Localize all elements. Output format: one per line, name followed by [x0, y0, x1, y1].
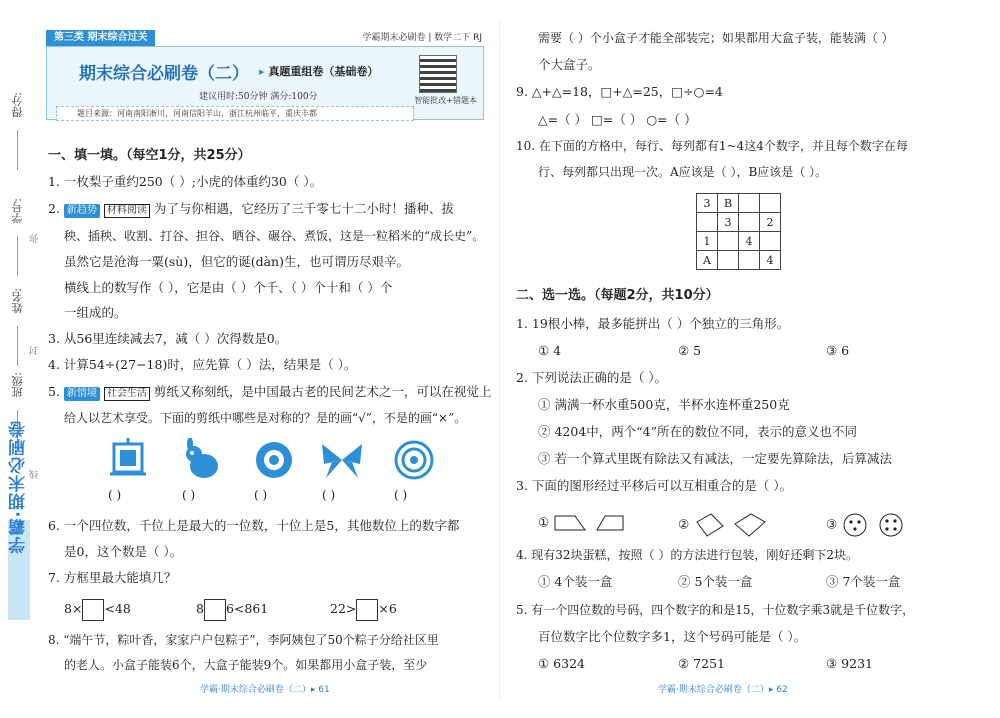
- question-3: 3. 从56里连续减去7，减（ ）次得数是0。: [48, 331, 288, 346]
- question-6: 6. 一个四位数，千位上是最大的一位数，十位上是5，其他数位上的数字都: [48, 518, 460, 533]
- question-2: [48, 201, 454, 218]
- option-2[interactable]: ② 5个装一盒: [678, 574, 753, 589]
- student-id-label: 学号:: [11, 198, 24, 224]
- expression-text: ×6: [378, 601, 397, 616]
- question-text: 需要（ ）个小盒子才能全部装完；如果都用大盒子装，能装满（ ）: [538, 31, 894, 45]
- option-label: ②: [678, 516, 690, 532]
- option-2[interactable]: ② 7251: [678, 656, 725, 671]
- option-3[interactable]: ③ 7个装一盒: [826, 574, 901, 589]
- option-1[interactable]: ① 4: [538, 343, 562, 358]
- question-text: 虽然它是沧海一粟(sù)，但它的诞(dàn)生，也可谓历尽艰辛。: [64, 254, 409, 269]
- grid-cell[interactable]: 3: [697, 194, 718, 213]
- reading-tag: 材料阅读: [104, 204, 150, 218]
- answer-blank[interactable]: ( ): [182, 488, 196, 502]
- seal-mark: 弥: [30, 234, 40, 243]
- question-text: △=（ ） □=（ ） ○=（ ）: [538, 112, 697, 127]
- choice-question-4: 4. 现有32块蛋糕，按照（ ）的方法进行包装，刚好还剩下2块。: [516, 548, 858, 562]
- grid-cell[interactable]: [760, 232, 781, 251]
- answer-blank[interactable]: ( ): [254, 488, 268, 502]
- option-3[interactable]: ③ 若一个算式里既有除法又有减法，一定要先算除法，后算减法: [538, 451, 892, 466]
- expression-text: 8: [196, 601, 204, 616]
- score-line: [17, 130, 18, 170]
- question-number: 2.: [48, 201, 60, 216]
- section-heading: 二、选一选。（每题2分，共10分）: [516, 288, 719, 303]
- answer-blank[interactable]: ( ): [322, 488, 336, 502]
- seal-mark: 线: [30, 470, 40, 479]
- right-page: [500, 0, 1000, 718]
- question-text: 是0，这个数是（ ）。: [64, 544, 183, 559]
- choice-question-5: 5. 有一个四位数的号码，四个数字的和是15，十位数字乘3就是千位数字，: [516, 603, 915, 617]
- answer-blank[interactable]: ( ): [108, 488, 122, 502]
- question-source: 题目来源：河南南阳淅川，河南信阳羊山，浙江杭州临平，重庆丰都: [56, 106, 414, 121]
- papercut-flower-icon: [250, 438, 298, 482]
- question-text: 秧、插秧、收割、打谷、担谷、晒谷、碾谷、煮饭，这是一粒稻米的“成长史”。: [64, 229, 485, 243]
- grid-cell[interactable]: A: [697, 251, 718, 270]
- context-tag: 新情境: [64, 387, 100, 401]
- question-text: 的老人。小盒子能装6个，大盒子能装9个。如果都用小盒子装，至少: [64, 658, 428, 672]
- qr-code-icon[interactable]: [419, 55, 457, 93]
- question-text: 给人以艺术享受。下面的剪纸中哪些是对称的？是的画“√”，不是的画“×”。: [64, 411, 467, 425]
- option-1[interactable]: ① 4个装一盒: [538, 574, 613, 589]
- series-label: 学霸期末必刷卷 | 数学二下 RJ: [362, 33, 482, 43]
- grid-cell[interactable]: B: [718, 194, 739, 213]
- name-label: 姓名:: [11, 288, 24, 314]
- page-divider: [499, 20, 500, 700]
- trend-tag: 新趋势: [64, 204, 100, 218]
- expression-text: 22>: [330, 601, 357, 616]
- choice-question-2: 2. 下列说法正确的是（ ）。: [516, 370, 668, 385]
- brand-logo: 学霸·期末必刷卷: [9, 420, 29, 554]
- option-label: ③: [826, 516, 838, 532]
- papercut-rabbit-icon: [178, 438, 226, 482]
- inequality-b: [196, 598, 268, 621]
- question-4: 4. 计算54÷(27−18)时，应先算（ ）法，结果是（ ）。: [48, 357, 357, 372]
- question-9: 9. △+△=18，□+△=25，□÷○=4: [516, 84, 723, 99]
- question-1: 1. 一枚梨子重约250（ ）;小虎的体重约30（ ）。: [48, 174, 323, 189]
- option-1[interactable]: [538, 512, 625, 534]
- exam-title: 期末综合必刷卷（二）: [79, 64, 249, 84]
- number-grid: [696, 193, 781, 270]
- option-3[interactable]: ③ 6: [826, 343, 850, 358]
- question-text: 为了与你相遇，它经历了三千零七十二小时！播种、拔: [153, 201, 454, 216]
- life-tag: 社会生活: [104, 387, 150, 401]
- answer-box[interactable]: [356, 599, 378, 621]
- section-heading: 一、填一填。（每空1分，共25分）: [48, 148, 251, 163]
- option-3[interactable]: [826, 512, 907, 538]
- category-tag: 第三类 期末综合过关: [46, 30, 155, 46]
- expression-text: <48: [104, 601, 131, 616]
- answer-box[interactable]: [82, 599, 104, 621]
- question-text: 横线上的数写作（ ），它是由（ ）个千、（ ）个十和（ ）个: [64, 280, 393, 295]
- expression-text: 6<861: [225, 601, 269, 616]
- option-3[interactable]: ③ 9231: [826, 656, 873, 671]
- answer-box[interactable]: [204, 599, 226, 621]
- inequality-a: [64, 598, 131, 621]
- grid-cell[interactable]: [718, 251, 739, 270]
- seal-mark: 封: [30, 346, 40, 355]
- class-label: 班级:: [11, 372, 24, 398]
- grid-cell[interactable]: 2: [760, 213, 781, 232]
- exam-subtitle: ▸ 真题重组卷（基础卷）: [259, 63, 378, 79]
- time-info: 建议用时:50分钟 满分:100分: [199, 92, 318, 102]
- option-2[interactable]: [678, 512, 769, 538]
- page-footer: 学霸·期末综合必刷卷（二）▸ 62: [658, 685, 788, 695]
- question-8: 8. “端午节，粽叶香，家家户户包粽子”，李阿姨包了50个粽子分给社区里: [48, 633, 439, 647]
- papercut-lantern-icon: [104, 438, 152, 482]
- grid-cell[interactable]: 1: [697, 232, 718, 251]
- papercut-rosette-icon: [390, 438, 438, 482]
- question-number: 5.: [48, 384, 60, 399]
- option-1[interactable]: ① 满满一杯水重500克，半杯水连杯重250克: [538, 397, 790, 412]
- grid-cell[interactable]: 3: [718, 213, 739, 232]
- question-text: 剪纸又称刻纸，是中国最古老的民间艺术之一，可以在视觉上: [153, 384, 492, 399]
- grid-cell[interactable]: 4: [760, 251, 781, 270]
- question-text: 行、每列都只出现一次。A应该是（ ），B应该是（ ）。: [538, 165, 828, 179]
- inequality-c: [330, 598, 397, 621]
- question-5: [48, 384, 491, 401]
- expression-text: 8×: [64, 601, 83, 616]
- question-text: 百位数字比个位数字多1，这个号码可能是（ ）。: [538, 629, 807, 644]
- button-shapes-icon: [841, 512, 907, 538]
- page-footer: 学霸·期末综合必刷卷（二）▸ 61: [200, 685, 330, 695]
- qr-caption: 智能批改+错题本: [414, 96, 477, 105]
- choice-question-1: 1. 19根小棒，最多能拼出（ ）个独立的三角形。: [516, 316, 790, 331]
- grid-cell[interactable]: [760, 194, 781, 213]
- quad-shapes-icon: [553, 512, 625, 534]
- option-2[interactable]: ② 5: [678, 343, 702, 358]
- student-id-line: [17, 236, 18, 276]
- binding-gutter: [0, 0, 38, 718]
- question-10: 10. 在下面的方格中，每行、每列都有1~4这4个数字，并且每个数字在每: [516, 139, 908, 153]
- question-7: 7. 方框里最大能填几？: [48, 570, 177, 585]
- grid-cell[interactable]: [739, 213, 760, 232]
- option-label: ①: [538, 514, 550, 530]
- papercut-butterfly-icon: [318, 438, 366, 482]
- rhombus-shapes-icon: [693, 512, 769, 538]
- choice-question-3: 3. 下面的图形经过平移后可以互相重合的是（ ）。: [516, 478, 793, 493]
- question-text: 一组成的。: [64, 305, 127, 320]
- top-bar: [46, 30, 482, 46]
- grid-cell[interactable]: [739, 251, 760, 270]
- grid-cell[interactable]: [739, 194, 760, 213]
- option-2[interactable]: ② 4204中，两个“4”所在的数位不同，表示的意义也不同: [538, 424, 858, 439]
- grid-cell[interactable]: [697, 213, 718, 232]
- name-line: [17, 326, 18, 366]
- grid-cell[interactable]: 4: [739, 232, 760, 251]
- question-text: 个大盒子。: [538, 57, 601, 72]
- answer-blank[interactable]: ( ): [394, 488, 408, 502]
- grid-cell[interactable]: [718, 232, 739, 251]
- option-1[interactable]: ① 6324: [538, 656, 585, 671]
- score-label: 得分:: [11, 92, 24, 118]
